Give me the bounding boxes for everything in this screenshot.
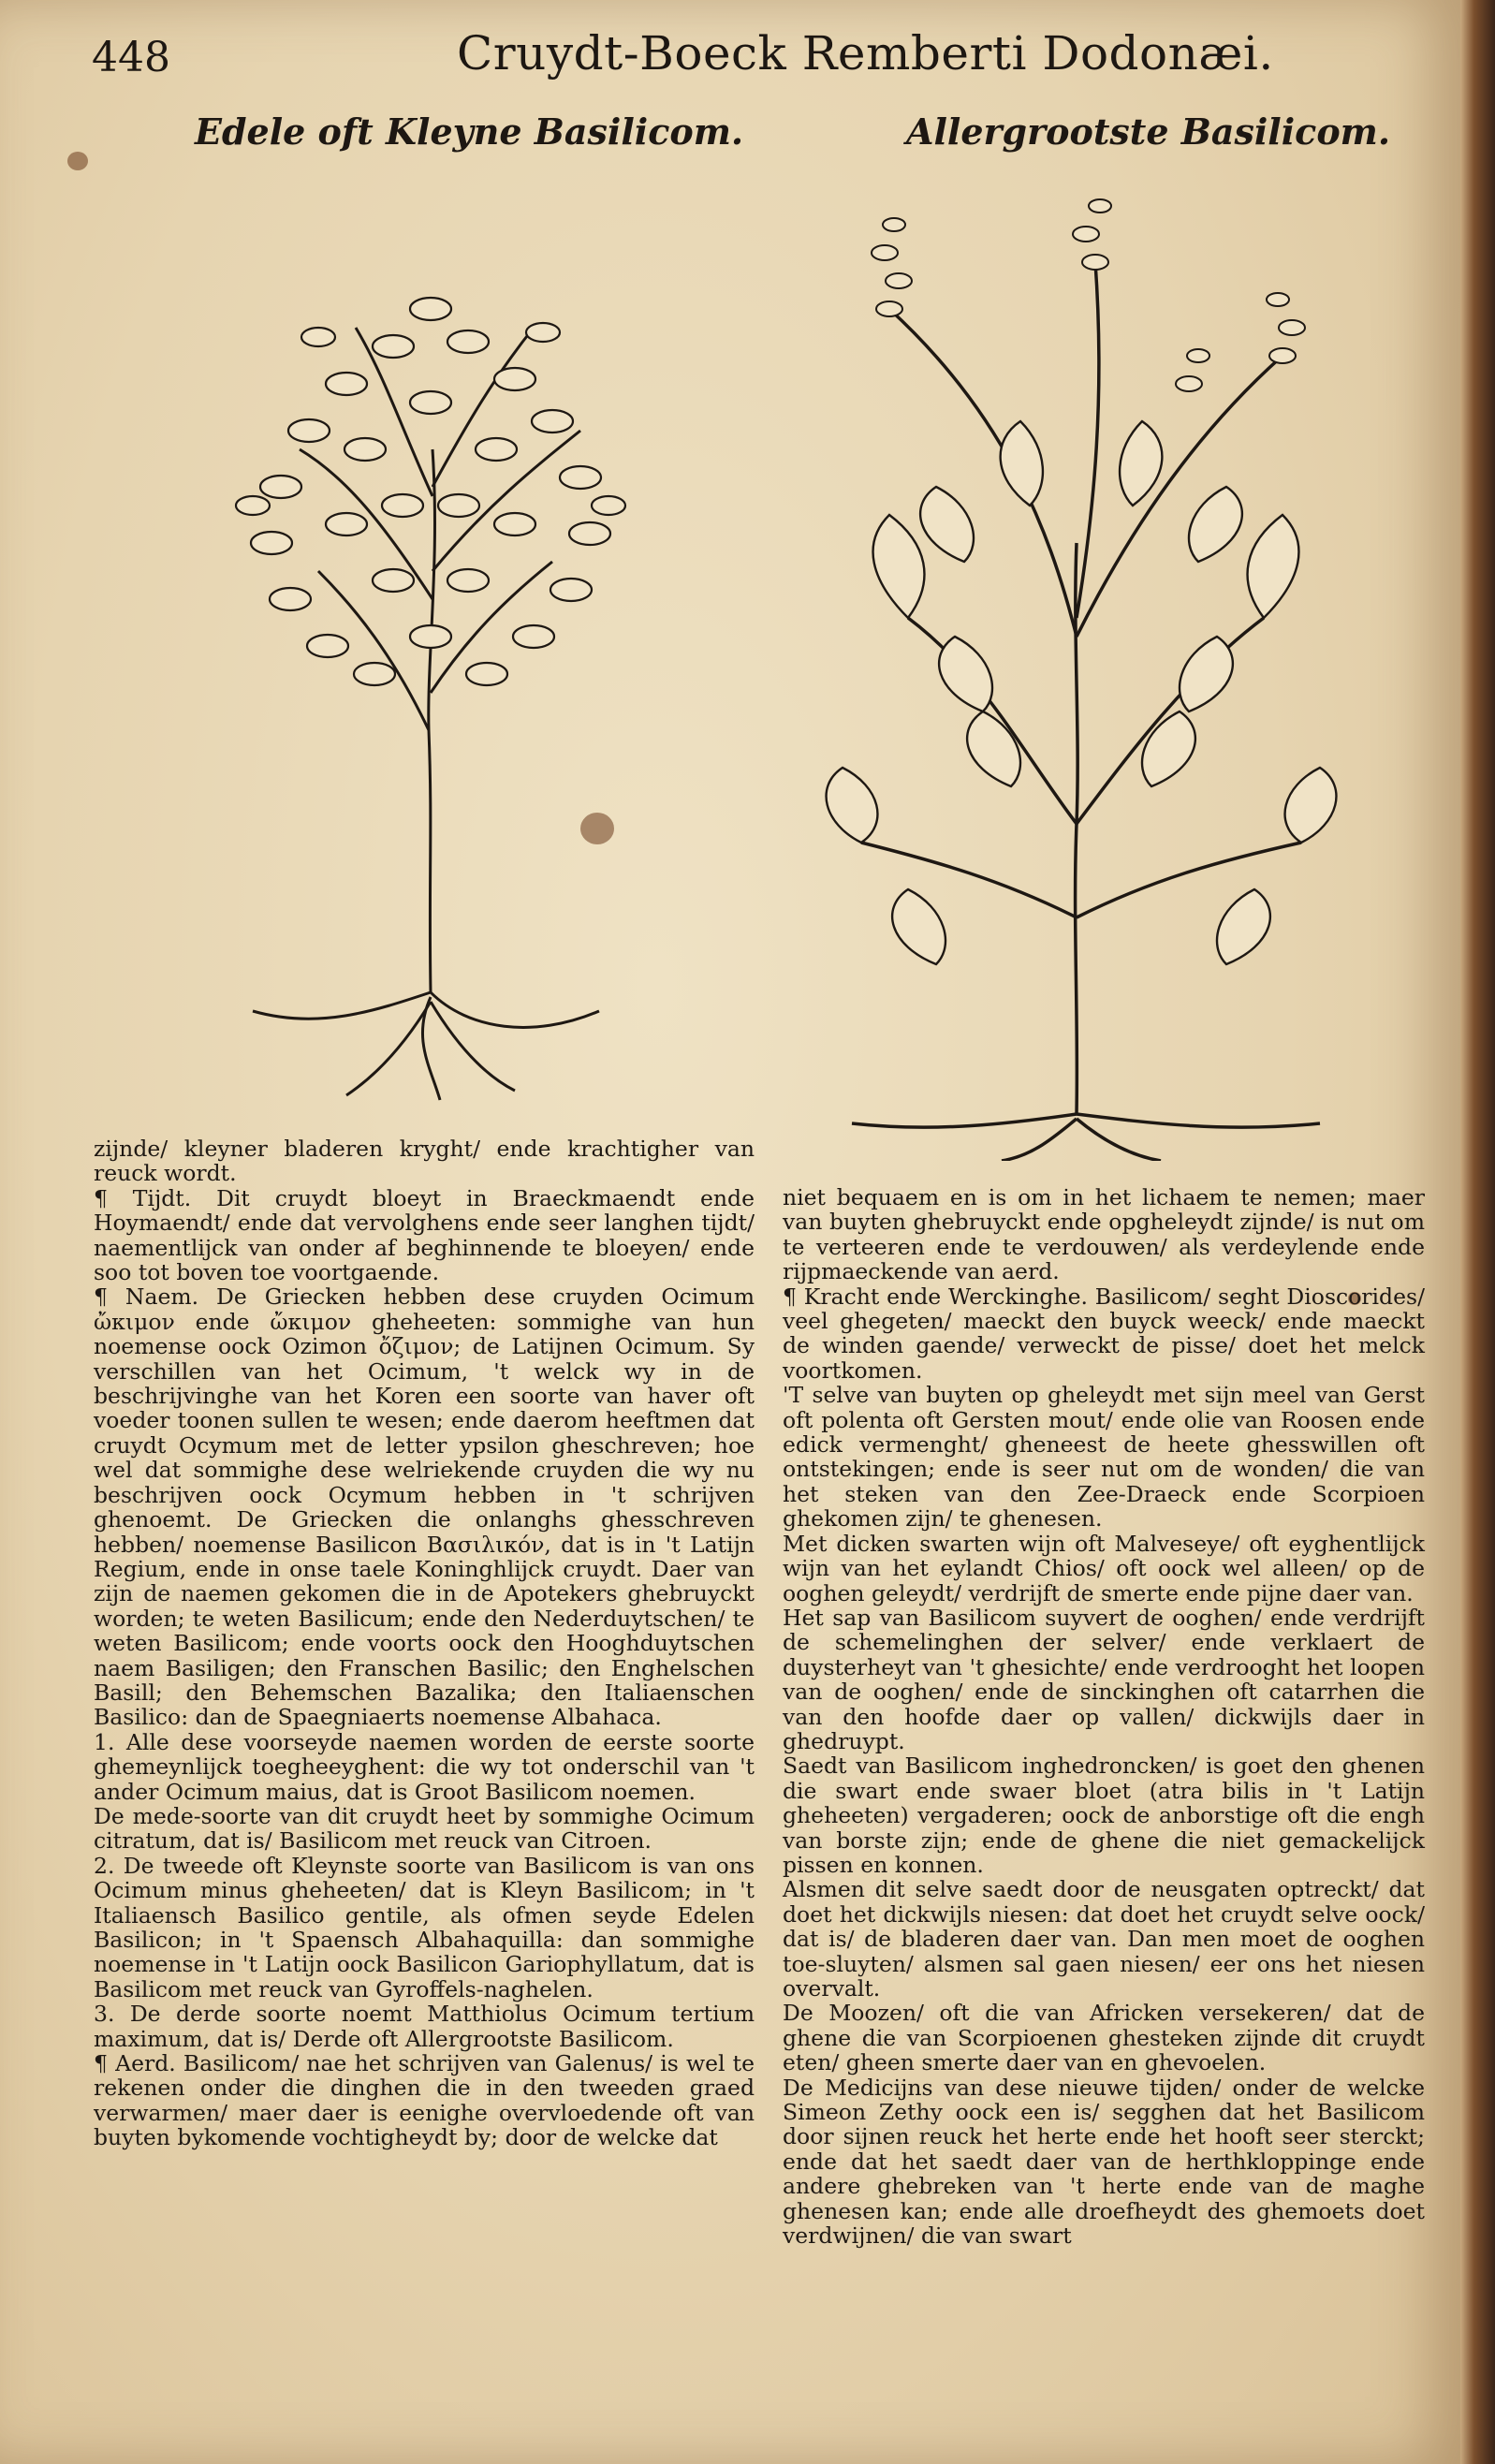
paragraph: Saedt van Basilicom inghedroncken/ is goet den ghenen die swart ende swaer bloet (atra bilis in 't Latijn gheheeten) vergaderen; oock de anborstige oft die engh van borste zijn; ende de ghene die niet gemackelijck pissen en konnen. bbox=[783, 1753, 1425, 1878]
paragraph: Alsmen dit selve saedt door de neusgaten optreckt/ dat doet het dickwijls niesen: dat doet het cruydt selve oock/ dat is/ de bladeren daer van. Dan men moet de ooghen toe-sluyten/ alsmen sal gaen niesen/ eer ons het niesen overvalt. bbox=[783, 1876, 1425, 2002]
paragraph: Het sap van Basilicom suyvert de ooghen/ ende verdrijft de schemelinghen der selver/ ende verklaert de duysterheyt van 't ghesichte/ ende verdrooght het loopen van de ooghen/ ende de sinckinghen oft catarrhen die van den hoofde daer op vallen/ dickwijls daer in ghedruypt. bbox=[783, 1604, 1425, 1754]
paragraph: ¶ Naem. De Griecken hebben dese cruyden Ocimum ὤκιμον ende ὤκιμον gheheeten: sommighe van hun noemense oock Ozimon ὄζιμον; de Latijnen Ocimum. Sy verschillen van het Ocimum, 't welck wy in de beschrijvinghe van het Koren een soorte van haver oft voeder toonen sullen te wesen; ende daerom heeftmen dat cruydt Ocymum met de letter ypsilon gheschreven; hoe wel dat sommighe dese welriekende cruyden die wy nu beschrijven oock Ocymum hebben in 't schrijven ghenoemt. De Griecken die onlanghs ghesschreven hebben/ noemense Basilicon Βασιλικόν, dat is in 't Latijn Regium, ende in onse taele Koninghlijck cruydt. Daer van zijn de naemen gekomen die in de Apotekers ghebruyckt worden; te weten Basilicum; ende den Nederduytschen/ te weten Basilicom; ende voorts oock den Hooghduytschen naem Basiligen; den Franschen Basilic; den Enghelschen Basill; den Behemschen Bazalika; den Italiaenschen Basilico: dan de Spaegniaerts noemense Albahaca. bbox=[94, 1283, 755, 1731]
small-basil-woodcut bbox=[159, 169, 711, 1105]
paragraph: Met dicken swarten wijn oft Malveseye/ oft eyghentlijck wijn van het eylandt Chios/ oft oock wel alleen/ op de ooghen geleydt/ verdrijft de smerte ende pijne daer van. bbox=[783, 1530, 1425, 1606]
paragraph: De Medicijns van dese nieuwe tijden/ onder de welcke Simeon Zethy oock een is/ segghen dat het Basilicom door sijnen reuck het herte ende het hooft seer sterckt; ende dat het saedt daer van de herthkloppinge ende andere ghebreken van 't herte ende van de maghe ghenesen kan; ende alle droefheydt des ghemoets doet verdwijnen/ die van swart bbox=[783, 2074, 1425, 2250]
paragraph: 2. De tweede oft Kleynste soorte van Basilicom is van ons Ocimum minus gheheeten/ dat is Kleyn Basilicom; in 't Italiaensch Basilico gentile, als ofmen seyde Edelen Basilicon; in 't Spaensch Albahaquilla: dan sommighe noemense in 't Latijn oock Basilicon Gariophyllatum, dat is Basilicom met reuck van Gyroffels-naghelen. bbox=[94, 1852, 755, 2002]
large-basil-woodcut bbox=[796, 169, 1376, 1161]
foxing-spot bbox=[67, 152, 88, 170]
paragraph: 3. De derde soorte noemt Matthiolus Ocimum tertium maximum, dat is/ Derde oft Allergrootste Basilicom. bbox=[94, 2001, 755, 2052]
paragraph: ¶ Aerd. Basilicom/ nae het schrijven van Galenus/ is wel te rekenen onder die dinghen die in den tweeden graed verwarmen/ maer daer is eenighe overvloedende oft van buyten bykomende vochtigheydt by; door de welcke dat bbox=[94, 2050, 755, 2151]
paragraph: 'T selve van buyten op gheleydt met sijn meel van Gerst oft polenta oft Gersten mout/ ende olie van Roosen ende edick vermenght/ gheneest de heete ghesswillen oft ontstekingen; ende is seer nut om de wonden/ die van het steken van den Zee-Draeck ende Scorpioen ghekomen zijn/ te ghenesen. bbox=[783, 1382, 1425, 1533]
right-text-column bbox=[783, 1185, 1425, 2248]
paragraph: zijnde/ kleyner bladeren kryght/ ende krachtigher van reuck wordt. bbox=[94, 1136, 755, 1187]
paragraph: De mede-soorte van dit cruydt heet by sommighe Ocimum citratum, dat is/ Basilicom met reuck van Citroen. bbox=[94, 1802, 755, 1855]
left-text-column bbox=[94, 1137, 755, 2150]
paragraph: 1. Alle dese voorseyde naemen worden de eerste soorte ghemeynlijck toegheeyghent: die wy tot onderschil van 't ander Ocimum maius, dat is Groot Basilicom noemen. bbox=[94, 1728, 755, 1805]
running-title: Cruydt-Boeck Remberti Dodonæi. bbox=[457, 26, 1274, 81]
page-number: 448 bbox=[92, 34, 170, 81]
paragraph: niet bequaem en is om in het lichaem te nemen; maer van buyten ghebruyckt ende opgheleydt zijnde/ is nut om te verteeren ende te verdouwen/ als verdeylende ende rijpmaeckende van aerd. bbox=[783, 1184, 1425, 1285]
right-figure-caption: Allergrootste Basilicom. bbox=[906, 110, 1391, 153]
paragraph: De Moozen/ oft die van Africken versekeren/ dat de ghene die van Scorpioenen ghesteken zijnde dit cruydt eten/ gheen smerte daer van en ghevoelen. bbox=[783, 2000, 1425, 2076]
paragraph: ¶ Kracht ende Werckinghe. Basilicom/ seght Dioscorides/ veel ghegeten/ maeckt den buyck weeck/ ende maeckt de winden gaende/ verweckt de pisse/ doet het melck voortkomen. bbox=[783, 1283, 1425, 1384]
paragraph: ¶ Tijdt. Dit cruydt bloeyt in Braeckmaendt ende Hoymaendt/ ende dat vervolghens ende seer langhen tijdt/ naementlijck van onder af beghinnende te bloeyen/ ende soo tot boven toe voortgaende. bbox=[94, 1184, 755, 1286]
book-edge bbox=[1460, 0, 1495, 2464]
left-figure-caption: Edele oft Kleyne Basilicom. bbox=[195, 110, 744, 153]
